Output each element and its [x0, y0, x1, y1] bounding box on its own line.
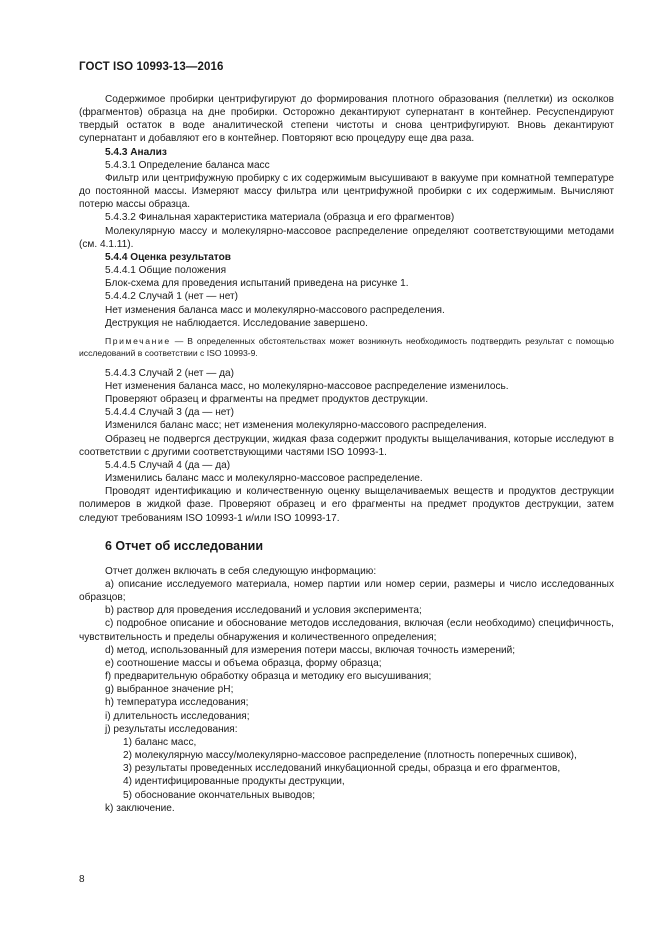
- sub-list-item: 5) обоснование окончательных выводов;: [123, 789, 316, 801]
- document-header: ГОСТ ISO 10993-13—2016: [79, 61, 224, 73]
- paragraph: Отчет должен включать в себя следующую информацию:: [105, 565, 377, 577]
- section-title: 6 Отчет об исследовании: [105, 538, 264, 553]
- list-item: f) предварительную обработку образца и методику его высушивания;: [105, 671, 432, 683]
- paragraph: Молекулярную массу и молекулярно-массовое распределение определяют соответствующими методами (см. 4.1.11).: [79, 225, 614, 250]
- list-item: i) длительность исследования;: [105, 710, 250, 722]
- list-item: j) результаты исследования:: [105, 723, 238, 735]
- paragraph: Блок-схема для проведения испытаний приведена на рисунке 1.: [105, 278, 409, 290]
- clause-heading: 5.4.4.1 Общие положения: [105, 265, 227, 277]
- clause-heading: 5.4.3 Анализ: [105, 146, 167, 158]
- list-item: d) метод, использованный для измерения потери массы, включая точность измерений;: [105, 644, 516, 656]
- paragraph: Нет изменения баланса масс, но молекулярно-массовое распределение изменилось.: [105, 380, 509, 392]
- note-label: Примечание: [105, 335, 171, 346]
- paragraph: Проводят идентификацию и количественную оценку выщелачиваемых веществ и продуктов деструкции полимеров в жидкой фазе. Проверяют образец и его фрагменты на предмет продуктов деструкции, затем следуют требованиям ISO 10993-1 и/или ISO 10993-17.: [79, 486, 614, 524]
- sub-list-item: 2) молекулярную массу/молекулярно-массовое распределение (плотность поперечных сшивок),: [123, 750, 577, 762]
- paragraph: Нет изменения баланса масс и молекулярно-массового распределения.: [105, 304, 445, 316]
- clause-heading: 5.4.4.5 Случай 4 (да — да): [105, 459, 231, 471]
- sub-list-item: 3) результаты проведенных исследований инкубационной среды, образца и его фрагментов,: [123, 763, 561, 775]
- clause-heading: 5.4.4.3 Случай 2 (нет — да): [105, 367, 235, 379]
- page-number: 8: [79, 874, 85, 885]
- clause-heading: 5.4.3.1 Определение баланса масс: [105, 159, 270, 171]
- note-text: — В определенных обстоятельствах может возникнуть необходимость подтвердить результат с помощью исследований в соответствии с ISO 10993-9.: [79, 335, 614, 358]
- paragraph: Проверяют образец и фрагменты на предмет продуктов деструкции.: [105, 394, 428, 406]
- sub-list-item: 1) баланс масс,: [123, 736, 197, 748]
- clause-heading: 5.4.4.2 Случай 1 (нет — нет): [105, 291, 239, 303]
- paragraph: Деструкция не наблюдается. Исследование завершено.: [105, 317, 368, 329]
- document-body: [79, 93, 614, 815]
- paragraph: Фильтр или центрифужную пробирку с их содержимым высушивают в вакууме при комнатной температуре до постоянной массы. Измеряют массу фильтра или центрифужной пробирки с их содержимым. Вычисляют потерю массы образца.: [79, 172, 614, 211]
- clause-heading: 5.4.4.4 Случай 3 (да — нет): [105, 407, 235, 419]
- list-item: е) соотношение массы и объема образца, форму образца;: [105, 657, 382, 669]
- list-item: h) температура исследования;: [105, 697, 249, 709]
- clause-heading: 5.4.4 Оценка результатов: [105, 251, 231, 263]
- paragraph: Изменились баланс масс и молекулярно-массовое распределение.: [105, 473, 423, 485]
- list-item: b) раствор для проведения исследований и условия эксперимента;: [105, 605, 422, 617]
- paragraph: Изменился баланс масс; нет изменения молекулярно-массового распределения.: [105, 420, 487, 432]
- note: [79, 335, 614, 359]
- sub-list-item: 4) идентифицированные продукты деструкции,: [123, 776, 345, 788]
- list-item: g) выбранное значение pH;: [105, 684, 234, 696]
- paragraph: Содержимое пробирки центрифугируют до формирования плотного образования (пеллетки) из осколков (фрагментов) образца на дне пробирки. Осторожно декантируют супернатант в контейнер. Ресуспендируют твердый остаток в воде аналитической степени чистоты и снова центрифугируют. Вновь декантируют супернатант и добавляют его в контейнер. Повторяют всю процедуру еще два раза.: [79, 94, 614, 145]
- list-item: а) описание исследуемого материала, номер партии или номер серии, размеры и число исследованных образцов;: [79, 579, 614, 604]
- clause-heading: 5.4.3.2 Финальная характеристика материала (образца и его фрагментов): [105, 212, 455, 224]
- paragraph: Образец не подвергся деструкции, жидкая фаза содержит продукты выщелачивания, которые исследуют в соответствии с другими соответствующими частями ISO 10993-1.: [79, 433, 614, 458]
- list-item: с) подробное описание и обоснование методов исследования, включая (если необходимо) специфичность, чувствительность и пределы обнаружения и количественного определения;: [79, 618, 614, 643]
- list-item: k) заключение.: [105, 802, 175, 814]
